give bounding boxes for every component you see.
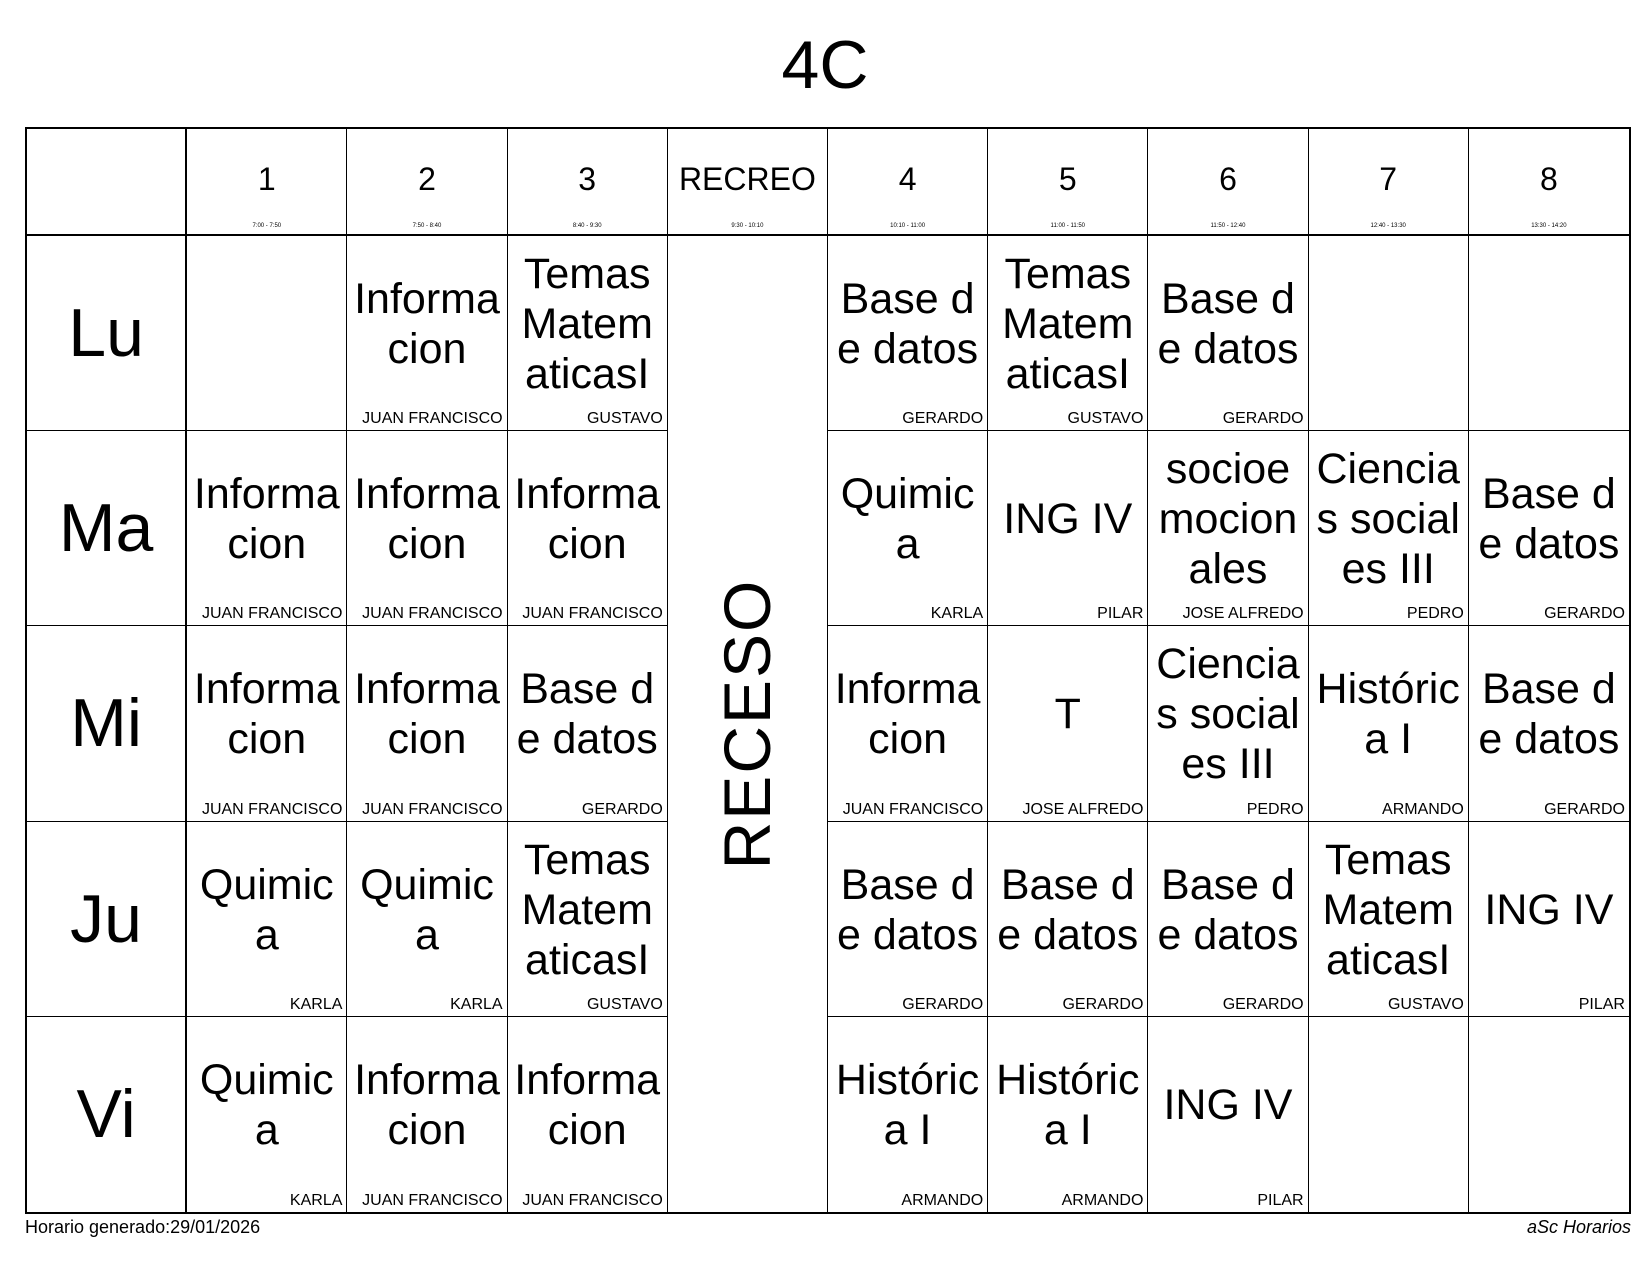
subject-name: ING IV <box>1003 495 1133 544</box>
lesson-cell[interactable] <box>347 1017 507 1212</box>
subject-name: Quimica <box>199 1056 334 1155</box>
lesson-cell[interactable] <box>508 236 668 431</box>
lesson-cell[interactable] <box>187 626 347 821</box>
subject-name: Ciencias sociales III <box>1316 445 1460 594</box>
subject-name: Ciencias sociales III <box>1156 640 1300 789</box>
subject-name: Base de datos <box>1478 665 1620 764</box>
lesson-cell[interactable] <box>828 236 988 431</box>
teacher-name: ARMANDO <box>1382 800 1464 818</box>
lesson-cell[interactable] <box>508 1017 668 1212</box>
teacher-name: KARLA <box>450 995 503 1013</box>
lesson-cell[interactable] <box>508 431 668 626</box>
lesson-cell[interactable] <box>347 431 507 626</box>
recess-label: RECESO <box>710 578 785 870</box>
lesson-cell[interactable] <box>1309 1017 1469 1212</box>
lesson-cell[interactable] <box>347 236 507 431</box>
recess-column <box>668 236 828 1212</box>
subject-name: Histórica I <box>996 1056 1140 1155</box>
period-header <box>828 129 988 236</box>
lesson-cell[interactable] <box>828 431 988 626</box>
lesson-cell[interactable] <box>1148 822 1308 1017</box>
day-label-cell <box>27 236 187 431</box>
teacher-name: GERARDO <box>1062 995 1144 1013</box>
period-label: 6 <box>1219 161 1237 197</box>
day-name: Vi <box>76 1076 136 1153</box>
teacher-name: GERARDO <box>902 995 984 1013</box>
lesson-cell[interactable] <box>1309 822 1469 1017</box>
lesson-cell[interactable] <box>187 822 347 1017</box>
subject-name: ING IV <box>1163 1081 1293 1130</box>
lesson-cell[interactable] <box>1469 431 1629 626</box>
lesson-cell[interactable] <box>1309 431 1469 626</box>
lesson-cell[interactable] <box>1469 822 1629 1017</box>
class-title: 4C <box>781 27 869 103</box>
lesson-cell[interactable] <box>187 431 347 626</box>
subject-name: Informacion <box>354 665 500 764</box>
lesson-cell[interactable] <box>1469 236 1629 431</box>
period-label: 1 <box>257 161 276 197</box>
teacher-name: GERARDO <box>1544 800 1625 818</box>
teacher-name: JUAN FRANCISCO <box>362 605 503 623</box>
period-header <box>187 129 347 236</box>
teacher-name: GERARDO <box>902 410 984 428</box>
period-label: 2 <box>418 161 436 197</box>
lesson-cell[interactable] <box>1148 431 1308 626</box>
teacher-name: KARLA <box>930 605 984 623</box>
subject-name: Temas MatematicasI <box>1322 835 1454 984</box>
subject-name: Base de datos <box>837 860 979 959</box>
period-time: 10:10 - 11:00 <box>890 223 926 229</box>
subject-name: Informacion <box>514 1056 661 1155</box>
lesson-cell[interactable] <box>1469 626 1629 821</box>
teacher-name: GERARDO <box>1222 995 1304 1013</box>
period-label: 4 <box>898 161 917 197</box>
lesson-cell[interactable] <box>1148 626 1308 821</box>
teacher-name: GERARDO <box>1222 410 1304 428</box>
subject-name: Base de datos <box>997 860 1139 959</box>
teacher-name: KARLA <box>289 995 343 1013</box>
lesson-cell[interactable] <box>187 236 347 431</box>
teacher-name: PEDRO <box>1246 800 1304 818</box>
day-name: Lu <box>68 295 144 372</box>
lesson-cell[interactable] <box>1148 236 1308 431</box>
subject-name: Informacion <box>354 275 500 374</box>
subject-name: Temas MatematicasI <box>521 250 653 399</box>
period-time: 11:50 - 12:40 <box>1210 223 1246 229</box>
subject-name: Informacion <box>354 1056 500 1155</box>
period-time: 7:50 - 8:40 <box>412 223 442 229</box>
subject-name: Base de datos <box>1157 860 1299 959</box>
subject-name: Quimica <box>199 860 334 959</box>
period-label: 8 <box>1539 161 1558 197</box>
subject-name <box>189 236 344 412</box>
period-header <box>347 129 507 236</box>
lesson-cell[interactable] <box>508 626 668 821</box>
teacher-name: PEDRO <box>1406 605 1464 623</box>
period-header <box>1148 129 1308 236</box>
subject-name: Base de datos <box>1478 470 1620 569</box>
period-time: 13:30 - 14:20 <box>1531 223 1567 229</box>
lesson-cell[interactable] <box>828 822 988 1017</box>
day-label-cell <box>27 822 187 1017</box>
subject-name: Histórica I <box>1316 665 1460 764</box>
teacher-name: JUAN FRANCISCO <box>362 410 503 428</box>
period-time: 9:30 - 10:10 <box>731 223 764 229</box>
subject-name: Informacion <box>193 470 340 569</box>
generated-date: Horario generado:29/01/2026 <box>25 1217 261 1237</box>
teacher-name: ARMANDO <box>901 1191 984 1209</box>
period-header <box>1309 129 1469 236</box>
teacher-name: KARLA <box>289 1191 343 1209</box>
period-time: 7:00 - 7:50 <box>252 223 282 229</box>
teacher-name: PILAR <box>1257 1191 1304 1209</box>
subject-name: Quimica <box>840 470 975 569</box>
subject-name: Informacion <box>193 665 340 764</box>
day-name: Ma <box>58 490 154 567</box>
day-label-cell <box>27 431 187 626</box>
lesson-cell[interactable] <box>988 431 1148 626</box>
teacher-name: GUSTAVO <box>1067 410 1144 428</box>
subject-name: Histórica I <box>835 1056 980 1155</box>
lesson-cell[interactable] <box>988 626 1148 821</box>
teacher-name: JUAN FRANCISCO <box>201 605 343 623</box>
corner-cell <box>27 129 187 236</box>
period-label: 3 <box>578 161 597 197</box>
period-time: 12:40 - 13:30 <box>1370 223 1406 229</box>
subject-name: Base de datos <box>1157 275 1299 374</box>
lesson-cell[interactable] <box>1309 626 1469 821</box>
subject-name: Base de datos <box>837 275 979 374</box>
teacher-name: JUAN FRANCISCO <box>842 800 984 818</box>
lesson-cell[interactable] <box>1469 1017 1629 1212</box>
teacher-name: PILAR <box>1578 995 1625 1013</box>
subject-name: Informacion <box>514 470 661 569</box>
teacher-name: GUSTAVO <box>586 995 663 1013</box>
teacher-name: JUAN FRANCISCO <box>362 1191 503 1209</box>
period-time: 8:40 - 9:30 <box>572 223 602 229</box>
subject-name <box>1471 236 1627 412</box>
teacher-name: GUSTAVO <box>1387 995 1464 1013</box>
day-name: Ju <box>70 880 142 957</box>
subject-name <box>1471 1017 1627 1194</box>
lesson-cell[interactable] <box>347 626 507 821</box>
day-label-cell <box>27 1017 187 1212</box>
teacher-name: JUAN FRANCISCO <box>201 800 343 818</box>
day-name: Mi <box>70 685 142 762</box>
lesson-cell[interactable] <box>828 626 988 821</box>
period-header <box>1469 129 1629 236</box>
lesson-cell[interactable] <box>187 1017 347 1212</box>
subject-name: T <box>1054 690 1081 739</box>
lesson-cell[interactable] <box>347 822 507 1017</box>
lesson-cell[interactable] <box>988 1017 1148 1212</box>
subject-name: Temas MatematicasI <box>1002 250 1134 399</box>
lesson-cell[interactable] <box>1148 1017 1308 1212</box>
teacher-name: JUAN FRANCISCO <box>362 800 503 818</box>
period-label: 5 <box>1058 161 1077 197</box>
subject-name <box>1311 1017 1466 1194</box>
lesson-cell[interactable] <box>508 822 668 1017</box>
period-label: RECREO <box>678 161 816 197</box>
teacher-name: JOSE ALFREDO <box>1022 800 1144 818</box>
teacher-name: GERARDO <box>1544 605 1625 623</box>
period-header <box>508 129 668 236</box>
subject-name: Informacion <box>834 665 981 764</box>
teacher-name: JUAN FRANCISCO <box>522 605 663 623</box>
teacher-name: JOSE ALFREDO <box>1182 605 1304 623</box>
subject-name: ING IV <box>1484 885 1614 934</box>
lesson-cell[interactable] <box>988 236 1148 431</box>
period-time: 11:00 - 11:50 <box>1050 223 1086 229</box>
subject-name: Quimica <box>360 860 494 959</box>
subject-name: Temas MatematicasI <box>521 835 653 984</box>
lesson-cell[interactable] <box>988 822 1148 1017</box>
day-label-cell <box>27 626 187 821</box>
subject-name: socioemocionales <box>1158 445 1298 594</box>
lesson-cell[interactable] <box>828 1017 988 1212</box>
lesson-cell[interactable] <box>1309 236 1469 431</box>
subject-name <box>1311 236 1466 412</box>
period-header <box>668 129 828 236</box>
subject-name: Informacion <box>354 470 500 569</box>
timetable-grid <box>25 127 1631 1214</box>
teacher-name: JUAN FRANCISCO <box>522 1191 663 1209</box>
subject-name: Base de datos <box>516 665 658 764</box>
teacher-name: PILAR <box>1097 605 1144 623</box>
brand-label: aSc Horarios <box>1526 1217 1631 1237</box>
period-label: 7 <box>1379 161 1398 197</box>
teacher-name: GUSTAVO <box>586 410 663 428</box>
period-header <box>988 129 1148 236</box>
teacher-name: ARMANDO <box>1061 1191 1144 1209</box>
teacher-name: GERARDO <box>581 800 663 818</box>
